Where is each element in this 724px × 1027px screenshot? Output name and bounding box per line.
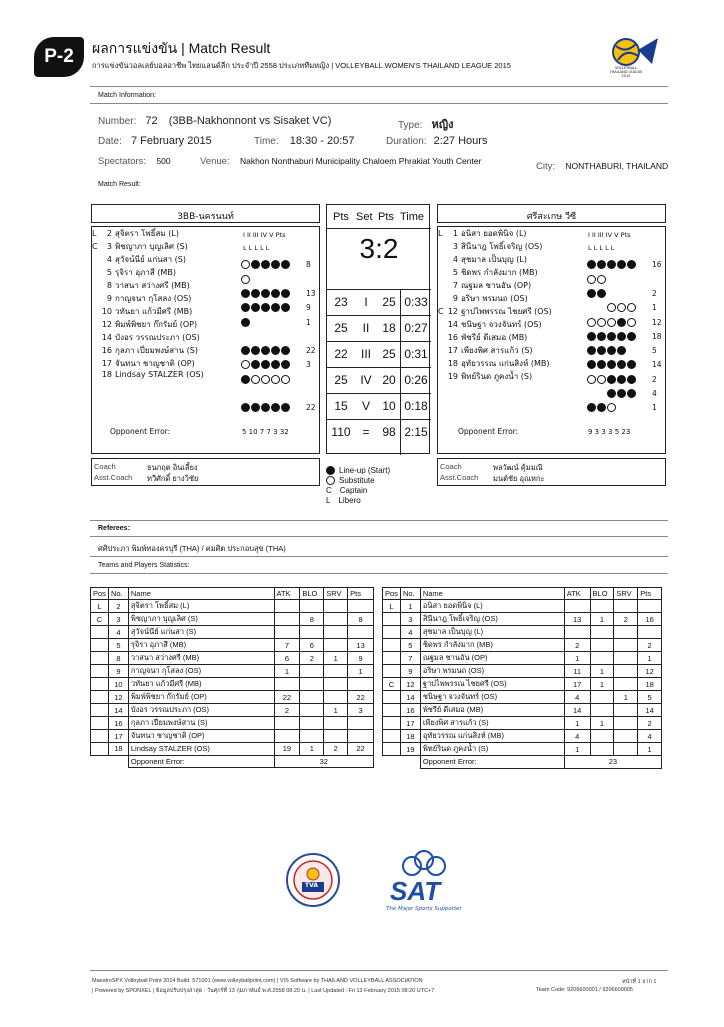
lineup-marker-icon (271, 289, 280, 298)
footer-line2: | Powered by SPONXEL | ข้อมูลปรับปรุงล่าสุด : วันศุกร์ที่ 13 กุมภาพันธ์ พ.ศ.2558 08:20 น. | Last Updated : Fri 13 February 2015 08:20 UTC+7 (92, 988, 435, 994)
roster-row: 9 กาญจนา กุโสลง (OS) (106, 294, 192, 303)
lineup-marker-icon (627, 375, 636, 384)
home-set-points: 22 (334, 347, 348, 361)
home-opponent-error-values: 5 10 7 7 3 32 (242, 428, 289, 436)
lineup-marker-icon (607, 375, 616, 384)
player-points: 4 (652, 389, 657, 398)
table-row: 19 พิทย์รินด ภูคงน้ำ (S) 1 1 (383, 743, 662, 756)
sat-logo: SAT The Major Sports Supporter (384, 848, 474, 918)
lineup-marker-icon (597, 289, 606, 298)
stats-header-row: Pos No. Name ATK BLO SRV Pts (383, 588, 662, 600)
table-row: 9 กาญจนา กุโสลง (OS) 1 1 (91, 665, 374, 678)
substitute-marker-icon (241, 260, 250, 269)
substitute-marker-icon (597, 275, 606, 284)
set-markers (587, 403, 636, 412)
home-set-points: 25 (334, 321, 348, 335)
substitute-marker-icon (241, 275, 250, 284)
roster-row: 19 พิทย์รินด ภูคงน้ำ (S) (447, 372, 533, 381)
lineup-marker-icon (281, 403, 290, 412)
set-markers (587, 389, 636, 398)
table-row: 14 บังอร วรรณประภา (OS) 2 1 3 (91, 704, 374, 717)
substitute-marker-icon (251, 375, 260, 384)
lineup-marker-icon (587, 260, 596, 269)
lineup-marker-icon (261, 260, 270, 269)
substitute-marker-icon (627, 303, 636, 312)
player-points: 16 (652, 260, 662, 270)
spectators-row: Spectators: 500 (98, 156, 171, 167)
away-team-name: ศรีสะเกษ วีซี (526, 212, 577, 222)
lineup-marker-icon (587, 289, 596, 298)
away-set-points: 10 (382, 399, 396, 413)
table-row: 4 สุวัจน์นีย์ แก่นสา (S) (91, 626, 374, 639)
set-markers (587, 332, 636, 341)
lineup-marker-icon (241, 346, 250, 355)
lineup-marker-icon (597, 346, 606, 355)
player-points: 18 (652, 331, 662, 341)
home-stats-table (90, 587, 374, 768)
lineup-marker-icon (627, 389, 636, 398)
substitute-marker-icon (261, 375, 270, 384)
referees-names: ศศิประภา พิมพ์ทองครบุรี (THA) / คมศิต ประกอบสุข (THA) (98, 544, 286, 553)
substitute-marker-icon (607, 318, 616, 327)
away-set-points: 20 (382, 373, 396, 387)
footer-line1: MaestroSPX Volleyball Point 2014 Build. 571001 (www.volleyballpoint.com) | VIS Software by THAILAND VOLLEYBALL ASSOCIATION (92, 978, 423, 984)
roster-row: 10 วทันยา แก้วมีศรี (MB) (101, 307, 193, 316)
player-points: 12 (652, 317, 662, 327)
league-logo-text: VOLLEYBALL THAILAND LEAGUE 2015 (609, 66, 643, 78)
home-set-points: 25 (334, 373, 348, 387)
set-duration: 0:33 (404, 295, 428, 309)
table-row: 10 วทันยา แก้วมีศรี (MB) (91, 678, 374, 691)
roster-row: C 3 พิชญาภา บุญเลิศ (S) (92, 242, 188, 251)
lineup-marker-icon (281, 303, 290, 312)
roster-row: 18 Lindsay STALZER (OS) (101, 370, 204, 379)
match-number-row: Number: 72 (3BB-Nakhonnont vs Sisaket VC) (98, 115, 332, 127)
substitute-marker-icon (281, 375, 290, 384)
roster-row: C 12 ฐาปไพพรรณ ไชยศรี (OS) (438, 307, 552, 316)
lineup-marker-icon (281, 346, 290, 355)
lineup-marker-icon (281, 260, 290, 269)
table-row: C 3 พิชญาภา บุญเลิศ (S) 8 8 (91, 613, 374, 626)
set-markers (587, 303, 636, 312)
set-number: III (360, 347, 371, 361)
page-title: ผลการแข่งขัน | Match Result (92, 40, 271, 56)
home-set-points: 23 (334, 295, 348, 309)
table-row: 12 พิมพ์พิชยา ก๊กรัมย์ (OP) 22 22 (91, 691, 374, 704)
match-duration-row: Duration: 2:27 Hours (386, 135, 488, 147)
player-points: 3 (306, 360, 311, 370)
lineup-marker-icon (607, 260, 616, 269)
divider (90, 103, 668, 104)
set-duration: 0:26 (404, 373, 428, 387)
lineup-marker-icon (261, 289, 270, 298)
lineup-legend-icon (326, 466, 335, 475)
lineup-marker-icon (271, 260, 280, 269)
lineup-marker-icon (241, 375, 250, 384)
table-row: 7 ณฐมล ชานอัน (OP) 1 1 (383, 652, 662, 665)
table-row: 16 กุลภา เปี่ยมพงษ์สาน (S) (91, 717, 374, 730)
player-points: 8 (306, 260, 311, 270)
away-opponent-error-label: Opponent Error: (458, 427, 519, 436)
match-date-row: Date: 7 February 2015 (98, 135, 212, 147)
lineup-marker-icon (627, 332, 636, 341)
roster-row: 16 กุลภา เปี่ยมพงษ์สาน (S) (101, 346, 198, 355)
away-set-points: 98 (382, 425, 396, 439)
referees-label: Referees: (98, 525, 130, 532)
final-score: 3:2 (359, 233, 399, 264)
home-opponent-error-label: Opponent Error: (110, 427, 171, 436)
lineup-marker-icon (617, 389, 626, 398)
roster-row: 17 จันทนา ชาญชาติ (OP) (101, 359, 195, 368)
set-markers (241, 275, 250, 284)
lineup-marker-icon (617, 318, 626, 327)
home-set-letters: L L L L L (243, 244, 270, 252)
substitute-marker-icon (597, 318, 606, 327)
set-markers (587, 318, 636, 327)
roster-row: 16 พัชรีย์ ดีเสมอ (MB) (447, 333, 528, 342)
lineup-marker-icon (617, 260, 626, 269)
league-logo (608, 34, 666, 80)
lineup-marker-icon (607, 389, 616, 398)
roster-row: 7 ณฐมล ชานอัน (OP) (452, 281, 532, 290)
roster-row: 18 อุทัยวรรณ แก่นสิงห์ (MB) (447, 359, 550, 368)
venue-row: Venue: Nakhon Nonthaburi Municipality Chaloem Phrakiat Youth Center (200, 156, 482, 167)
table-row: 3 สินีนาฎ โพธิ์เจริญ (OS) 13 1 2 16 (383, 613, 662, 626)
home-team-header (91, 204, 320, 223)
match-result-label: Match Result: (98, 181, 141, 188)
home-coach-box: Coach ธนกฤต อินเลี้ยง Asst.Coach ทวีศักดิ์ ยางวิชัย (91, 458, 320, 486)
lineup-marker-icon (261, 303, 270, 312)
lineup-marker-icon (251, 260, 260, 269)
lineup-marker-icon (607, 346, 616, 355)
roster-row: 3 สินีนาฎ โพธิ์เจริญ (OS) (452, 242, 543, 251)
player-points: 22 (306, 346, 316, 356)
set-markers (241, 303, 290, 312)
footer-team-code: Team Code: 9206600001 / 9206600005 (536, 987, 633, 993)
opponent-error-row: Opponent Error: 23 (383, 756, 662, 768)
set-markers (587, 289, 606, 298)
set-markers (241, 289, 290, 298)
lineup-marker-icon (597, 332, 606, 341)
lineup-marker-icon (251, 360, 260, 369)
stats-header-row: Pos No. Name ATK BLO SRV Pts (91, 588, 374, 600)
match-time-row: Time: 18:30 - 20:57 (254, 135, 355, 147)
page-subtitle: การแข่งขันวอลเลย์บอลอาชีพ ไทยแลนด์ลีก ประจำปี 2558 ประเภททีมหญิง | VOLLEYBALL WOMEN'S THAILAND LEAGUE 2015 (92, 61, 511, 70)
set-markers (587, 260, 636, 269)
set-markers (587, 275, 606, 284)
player-points: 5 (652, 346, 657, 356)
lineup-marker-icon (251, 289, 260, 298)
set-markers (241, 346, 290, 355)
lineup-marker-icon (261, 403, 270, 412)
lineup-marker-icon (627, 260, 636, 269)
lineup-marker-icon (251, 346, 260, 355)
away-set-points: 18 (382, 321, 396, 335)
table-row: 8 วาสนา สว่างศรี (MB) 6 2 1 9 (91, 652, 374, 665)
set-markers (241, 375, 290, 384)
roster-row: 12 พิมพ์พิชยา ก๊กรัมย์ (OP) (101, 320, 198, 329)
away-coach-box: Coach พลวัฒน์ คุ้มมณี Asst.Coach มนต์ชัย อุณหกะ (437, 458, 666, 486)
substitute-legend-icon (326, 476, 335, 485)
set-markers (241, 318, 250, 327)
page-badge: P-2 (34, 37, 84, 77)
tva-logo: TVA (285, 852, 341, 908)
table-row: 5 รุจิรา อุภาสี (MB) 7 6 13 (91, 639, 374, 652)
lineup-marker-icon (627, 360, 636, 369)
away-set-points: 25 (382, 295, 396, 309)
roster-row: 14 บังอร วรรณประภา (OS) (101, 333, 200, 342)
lineup-marker-icon (587, 332, 596, 341)
table-row: 17 เพียงพิศ สารแก้ว (S) 1 1 2 (383, 717, 662, 730)
substitute-marker-icon (241, 360, 250, 369)
substitute-marker-icon (587, 318, 596, 327)
roster-row: 4 สุชมาล เป็นบุญ (L) (452, 255, 527, 264)
roster-row: 14 ชนิษฐา จวงจันทร์ (OS) (447, 320, 542, 329)
lineup-marker-icon (597, 403, 606, 412)
lineup-marker-icon (607, 332, 616, 341)
lineup-marker-icon (587, 346, 596, 355)
set-markers (587, 360, 636, 369)
lineup-marker-icon (241, 318, 250, 327)
home-set-header: I II III IV V Pts (243, 231, 286, 239)
set-markers (241, 260, 290, 269)
away-set-points: 25 (382, 347, 396, 361)
stats-label: Teams and Players Statistics: (98, 562, 190, 569)
footer-page: หน้าที่ 1 จาก 1 (622, 979, 657, 985)
match-type-row: Type: หญิง (398, 119, 454, 131)
lineup-marker-icon (597, 360, 606, 369)
lineup-marker-icon (587, 403, 596, 412)
lineup-marker-icon (271, 303, 280, 312)
table-row: 9 อริษา พรมนถ (OS) 11 1 12 (383, 665, 662, 678)
home-set-points: 110 (331, 425, 351, 439)
table-row: 4 สุชมาล เป็นบุญ (L) (383, 626, 662, 639)
roster-row: 8 วาสนา สว่างศรี (MB) (106, 281, 190, 290)
set-number: II (362, 321, 370, 335)
lineup-marker-icon (261, 346, 270, 355)
substitute-marker-icon (607, 403, 616, 412)
lineup-marker-icon (271, 360, 280, 369)
table-row: L 1 อนิสา ยอดพินิจ (L) (383, 600, 662, 613)
lineup-marker-icon (261, 360, 270, 369)
table-row: 14 ชนิษฐา จวงจันทร์ (OS) 4 1 5 (383, 691, 662, 704)
away-stats-table (382, 587, 662, 769)
substitute-marker-icon (587, 375, 596, 384)
home-set-points: 15 (334, 399, 348, 413)
set-markers (587, 346, 636, 355)
lineup-marker-icon (251, 403, 260, 412)
table-row: 16 พัชรีย์ ดีเสมอ (MB) 14 14 (383, 704, 662, 717)
player-points: 1 (306, 317, 311, 327)
player-points: 2 (652, 374, 657, 384)
lineup-marker-icon (617, 360, 626, 369)
substitute-marker-icon (271, 375, 280, 384)
roster-row: 17 เพียงพิศ สารแก้ว (S) (447, 346, 533, 355)
home-team-name: 3BB-นครนนท์ (177, 212, 234, 222)
lineup-marker-icon (597, 260, 606, 269)
lineup-marker-icon (251, 303, 260, 312)
set-number: V (361, 399, 370, 413)
player-points: 2 (652, 288, 657, 298)
legend: Line-up (Start) Substitute C Captain L Libero (326, 466, 391, 505)
set-markers (241, 360, 290, 369)
set-markers (241, 403, 290, 412)
table-row: 18 Lindsay STALZER (OS) 19 1 2 22 (91, 743, 374, 755)
away-opponent-error-values: 9 3 3 3 5 23 (588, 428, 631, 436)
lineup-marker-icon (617, 375, 626, 384)
table-row: L 2 สุจิตรา โพธิ์สม (L) (91, 600, 374, 613)
roster-row: 5 ชิดพร กำลังมาก (MB) (452, 268, 538, 277)
lineup-marker-icon (271, 346, 280, 355)
set-duration: 0:18 (404, 399, 428, 413)
player-points: 1 (652, 303, 657, 313)
table-row: 5 ชิดพร กำลังมาก (MB) 2 2 (383, 639, 662, 652)
lineup-marker-icon (241, 303, 250, 312)
set-duration: 0:31 (404, 347, 428, 361)
lineup-marker-icon (617, 346, 626, 355)
lineup-marker-icon (587, 360, 596, 369)
away-team-header (437, 204, 666, 223)
set-duration: 2:15 (404, 425, 428, 439)
substitute-marker-icon (627, 318, 636, 327)
roster-row: L 1 อนิสา ยอดพินิจ (L) (438, 229, 527, 238)
player-points: 14 (652, 360, 662, 370)
score-box: Pts Set Pts Time 3:2 23 I 25 0:33 25 II 18 0:27 22 III 25 0:31 25 IV 20 0:26 15 V 10 0:18 110 = 98 2:15 (326, 204, 430, 454)
set-markers (587, 375, 636, 384)
lineup-marker-icon (607, 360, 616, 369)
city-row: City: NONTHABURI, THAILAND (536, 161, 669, 172)
substitute-marker-icon (607, 303, 616, 312)
divider (90, 86, 668, 87)
set-number: = (362, 425, 370, 439)
player-points: 13 (306, 288, 316, 298)
set-number: IV (360, 373, 372, 387)
opponent-error-row: Opponent Error: 32 (91, 755, 374, 767)
lineup-marker-icon (241, 403, 250, 412)
away-set-letters: L L L L L (588, 244, 615, 252)
match-information-label: Match Information: (98, 92, 156, 99)
roster-row: L 2 สุจิตรา โพธิ์สม (L) (92, 229, 179, 238)
substitute-marker-icon (587, 275, 596, 284)
player-points: 9 (306, 303, 311, 313)
substitute-marker-icon (597, 375, 606, 384)
home-roster-box (91, 226, 320, 454)
table-row: 18 อุทัยวรรณ แก่นสิงห์ (MB) 4 4 (383, 730, 662, 743)
lineup-marker-icon (281, 360, 290, 369)
away-roster-box (437, 226, 666, 454)
lineup-marker-icon (241, 289, 250, 298)
roster-row: 5 รุจิรา อุภาสี (MB) (106, 268, 176, 277)
table-row: C 12 ฐาปไพพรรณ ไชยศรี (OS) 17 1 18 (383, 678, 662, 691)
set-number: I (364, 295, 368, 309)
away-set-header: I II III IV V Pts (588, 231, 631, 239)
set-duration: 0:27 (404, 321, 428, 335)
player-points: 22 (306, 403, 316, 413)
lineup-marker-icon (281, 289, 290, 298)
roster-row: 9 อริษา พรมนถ (OS) (452, 294, 528, 303)
roster-row: 4 สุวัจน์นีย์ แก่นสา (S) (106, 255, 186, 264)
player-points: 1 (652, 403, 657, 413)
lineup-marker-icon (617, 332, 626, 341)
table-row: 17 จันทนา ชาญชาติ (OP) (91, 730, 374, 743)
substitute-marker-icon (617, 303, 626, 312)
lineup-marker-icon (271, 403, 280, 412)
